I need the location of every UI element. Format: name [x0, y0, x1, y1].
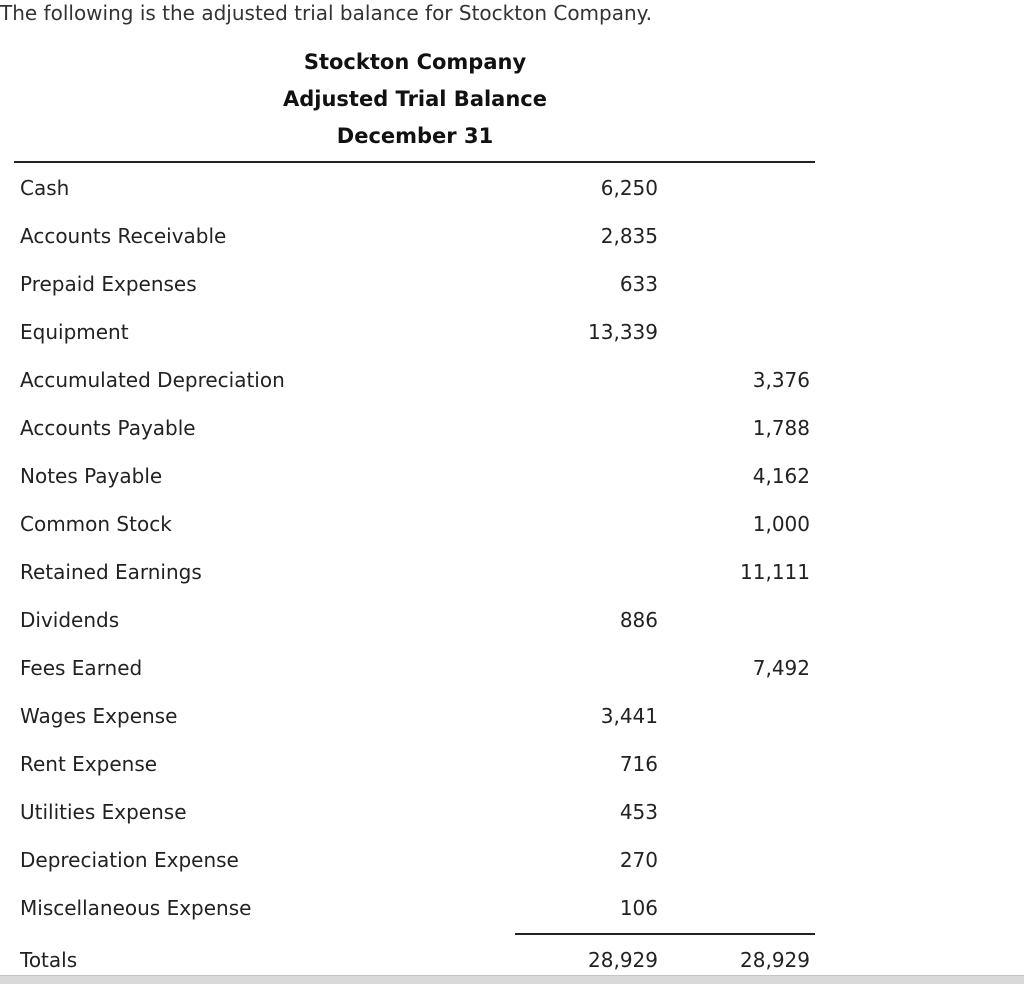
account-name: Wages Expense — [20, 704, 178, 728]
account-name: Dividends — [20, 608, 120, 632]
debit-amount: 886 — [619, 608, 658, 632]
table-row — [0, 413, 1024, 443]
table-row — [0, 221, 1024, 251]
account-name: Notes Payable — [20, 464, 163, 488]
account-name: Fees Earned — [20, 656, 143, 680]
account-name: Utilities Expense — [20, 800, 187, 824]
account-name: Accumulated Depreciation — [20, 368, 285, 392]
report-date: December 31 — [336, 124, 494, 148]
debit-sum-rule — [515, 933, 666, 935]
table-row — [0, 317, 1024, 347]
table-row — [0, 461, 1024, 491]
table-row — [0, 749, 1024, 779]
credit-amount: 3,376 — [752, 368, 810, 392]
account-name: Common Stock — [20, 512, 172, 536]
debit-amount: 716 — [619, 752, 658, 776]
credit-amount: 1,000 — [752, 512, 810, 536]
header-rule — [14, 161, 815, 163]
table-row — [0, 701, 1024, 731]
credit-amount: 1,788 — [752, 416, 810, 440]
account-name: Equipment — [20, 320, 129, 344]
table-row — [0, 653, 1024, 683]
table-row — [0, 365, 1024, 395]
table-row — [0, 269, 1024, 299]
totals-row — [0, 945, 1024, 975]
account-name: Accounts Receivable — [20, 224, 227, 248]
debit-amount: 2,835 — [600, 224, 658, 248]
account-name: Retained Earnings — [20, 560, 202, 584]
debit-amount: 106 — [619, 896, 658, 920]
table-row — [0, 557, 1024, 587]
company-name: Stockton Company — [303, 50, 527, 74]
table-row — [0, 605, 1024, 635]
debit-amount: 453 — [619, 800, 658, 824]
account-name: Cash — [20, 176, 70, 200]
table-row — [0, 509, 1024, 539]
credit-amount: 4,162 — [752, 464, 810, 488]
report-title: Adjusted Trial Balance — [283, 87, 547, 111]
table-row — [0, 893, 1024, 923]
debit-amount: 270 — [619, 848, 658, 872]
account-name: Prepaid Expenses — [20, 272, 197, 296]
debit-amount: 6,250 — [600, 176, 658, 200]
account-name: Rent Expense — [20, 752, 158, 776]
table-row — [0, 845, 1024, 875]
account-name: Depreciation Expense — [20, 848, 239, 872]
table-row — [0, 797, 1024, 827]
table-row — [0, 173, 1024, 203]
intro-text: The following is the adjusted trial balance for Stockton Company. — [0, 1, 653, 25]
credit-amount: 7,492 — [752, 656, 810, 680]
debit-amount: 13,339 — [588, 320, 658, 344]
credit-total: 28,929 — [740, 948, 810, 972]
debit-total: 28,929 — [588, 948, 658, 972]
totals-label: Totals — [20, 948, 78, 972]
account-name: Accounts Payable — [20, 416, 196, 440]
credit-sum-rule — [666, 933, 815, 935]
account-name: Miscellaneous Expense — [20, 896, 252, 920]
credit-amount: 11,111 — [740, 560, 810, 584]
debit-amount: 3,441 — [600, 704, 658, 728]
debit-amount: 633 — [619, 272, 658, 296]
